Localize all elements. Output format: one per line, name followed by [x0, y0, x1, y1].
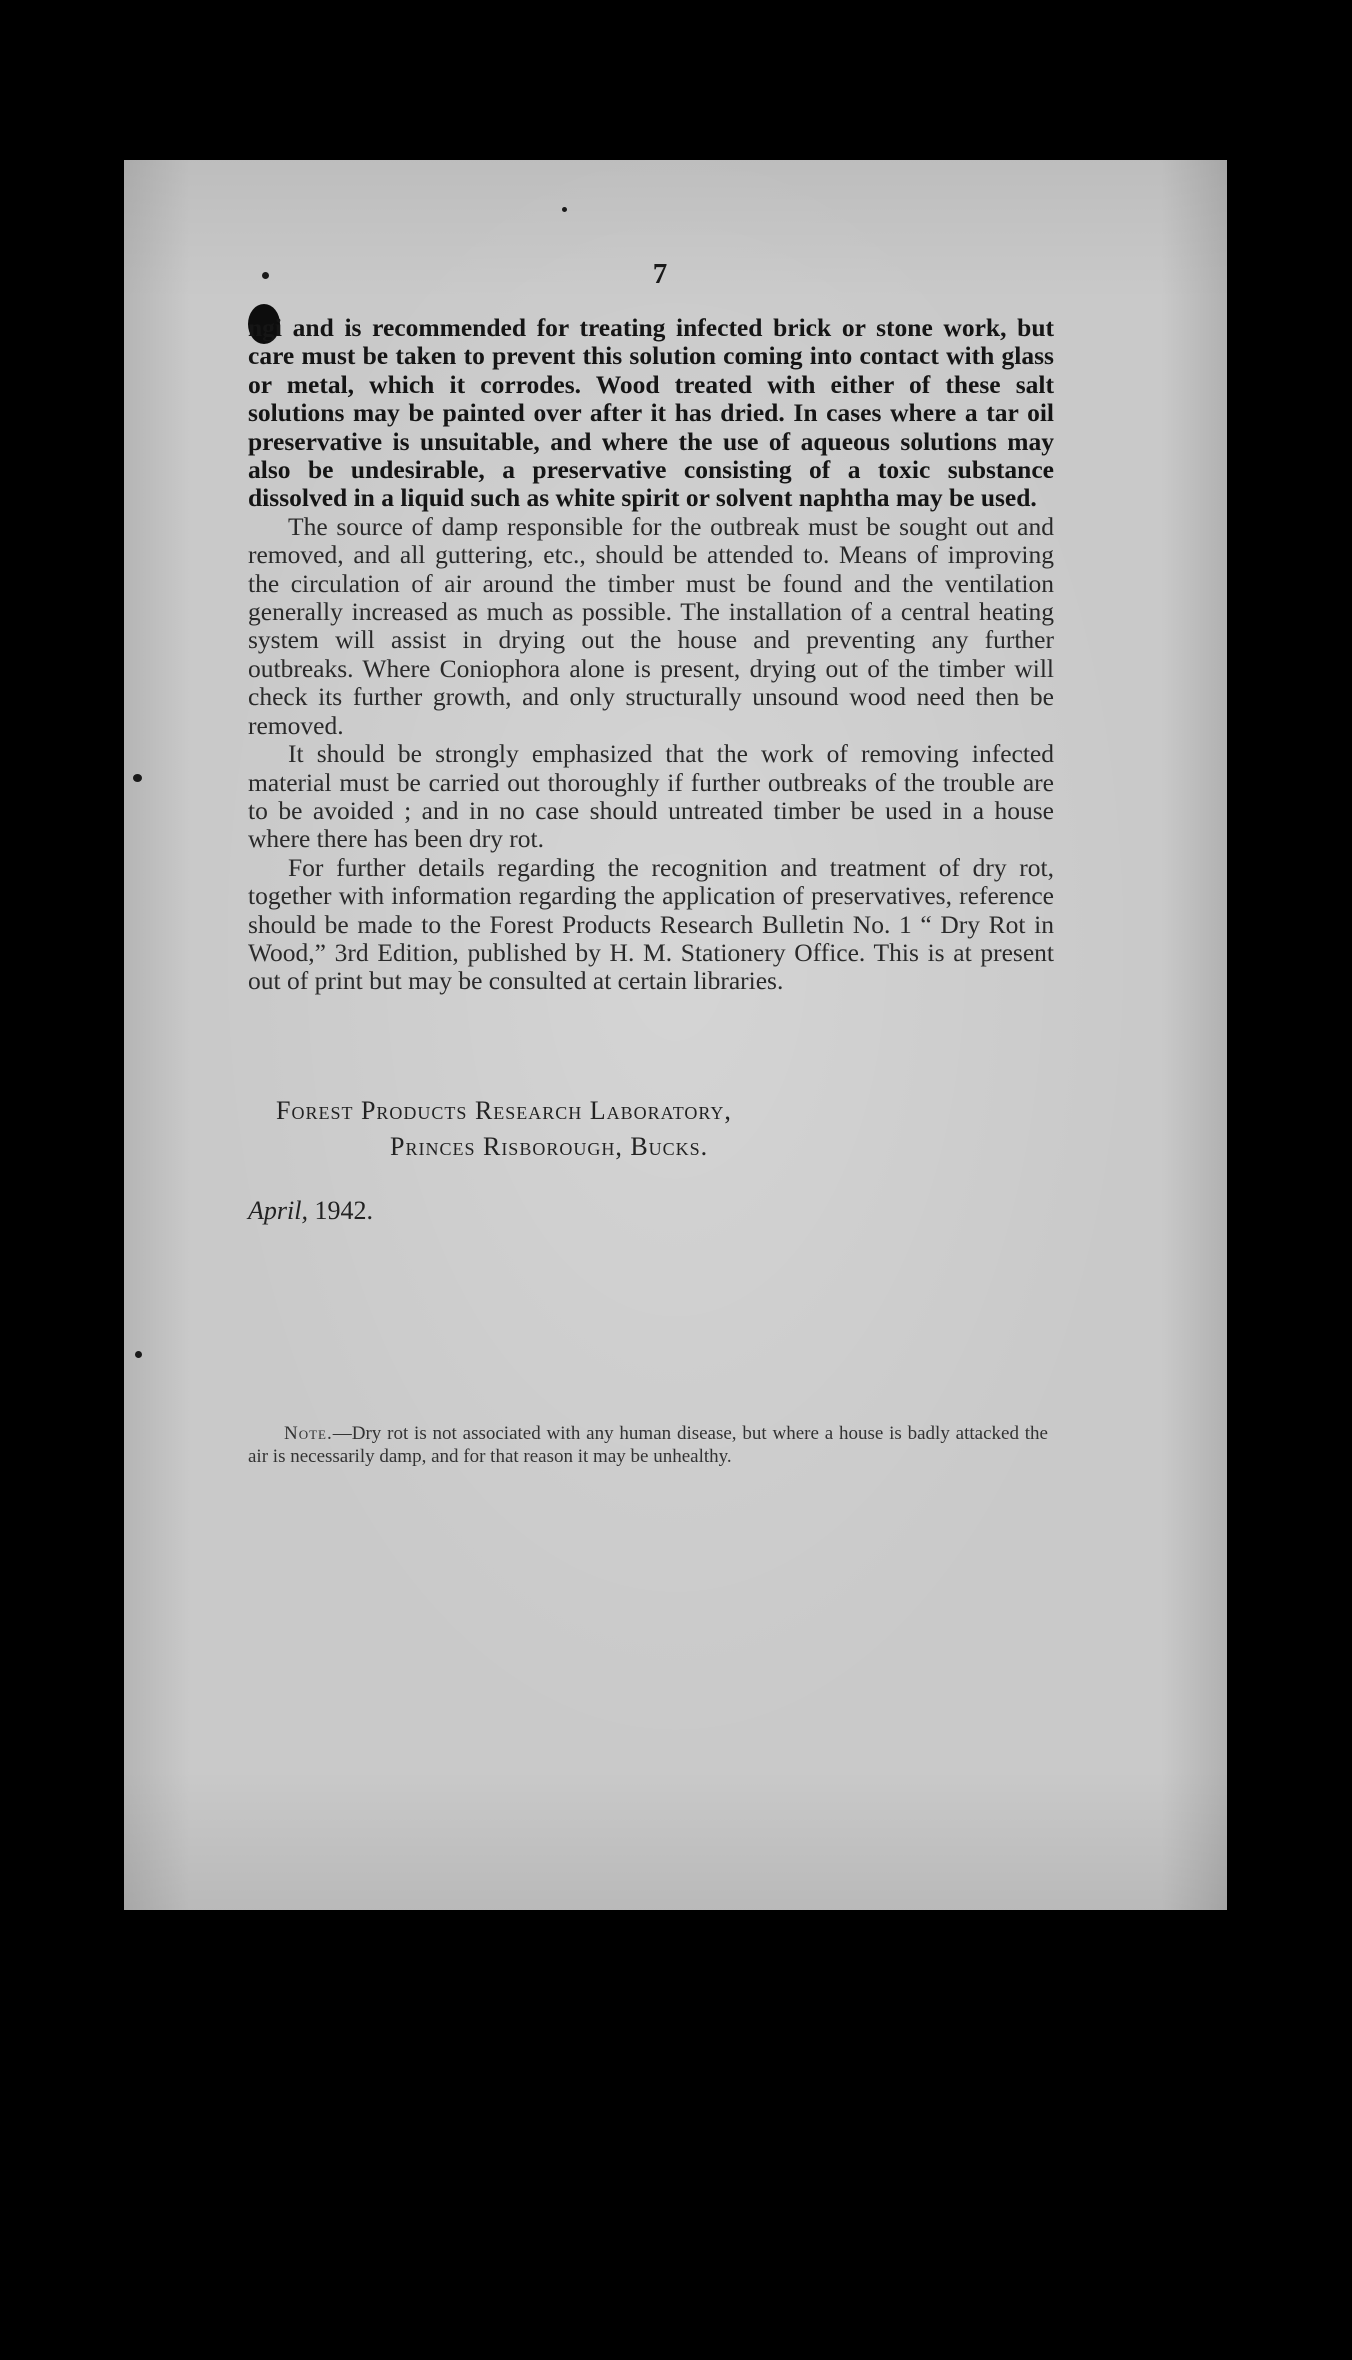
date-month: April,: [248, 1196, 308, 1225]
date-line: [248, 1196, 373, 1226]
paragraph-1: ngi and is recommended for treating infected brick or stone work, but care must be taken to prevent this solution coming into contact with glass or metal, which it corrodes. Wood treated with either of these salt solutions may be painted over after it has dried. In cases where a tar oil preservative is unsuitable, and where the use of aqueous solutions may also be undesirable, a preservative consisting of a toxic substance dissolved in a liquid such as white spirit or solvent naphtha may be used.: [248, 313, 1054, 513]
paragraph-2: The source of damp responsible for the outbreak must be sought out and removed, and all guttering, etc., should be attended to. Means of improving the circulation of air around the timber must be found and the ventilation generally increased as much as possible. The installation of a central heating system will assist in drying out the house and preventing any further outbreaks. Where Coniophora alone is present, drying out of the timber will check its further growth, and only structurally unsound wood need then be removed.: [248, 511, 1054, 740]
paragraph-4: For further details regarding the recognition and treatment of dry rot, together with information regarding the application of preservatives, reference should be made to the Forest Products Research Bulletin No. 1 “ Dry Rot in Wood,” 3rd Edition, published by H. M. Stationery Office. This is at present out of print but may be consulted at certain libraries.: [248, 852, 1054, 996]
ink-speck: [262, 272, 269, 279]
page-number: 7: [652, 258, 668, 290]
note-text: —Dry rot is not associated with any human disease, but where a house is badly attacked the air is necessarily damp, and for that reason it may be unhealthy.: [248, 1423, 1048, 1467]
ink-speck: [562, 207, 567, 212]
ink-speck: [135, 1351, 142, 1358]
signature-line-2: Princes Risborough, Bucks.: [390, 1132, 709, 1161]
date-year: 1942.: [314, 1196, 373, 1225]
body-text: [248, 314, 1054, 996]
paragraph-3: It should be strongly emphasized that the work of removing infected material must be carried out thoroughly if further outbreaks of the trouble are to be avoided ; and in no case should untreated timber be used in a house where there has been dry rot.: [248, 739, 1054, 854]
ink-speck: [133, 774, 142, 782]
footnote: [248, 1422, 1048, 1468]
signature-line-1: Forest Products Research Laboratory,: [276, 1096, 732, 1125]
note-label: Note.: [284, 1423, 333, 1444]
